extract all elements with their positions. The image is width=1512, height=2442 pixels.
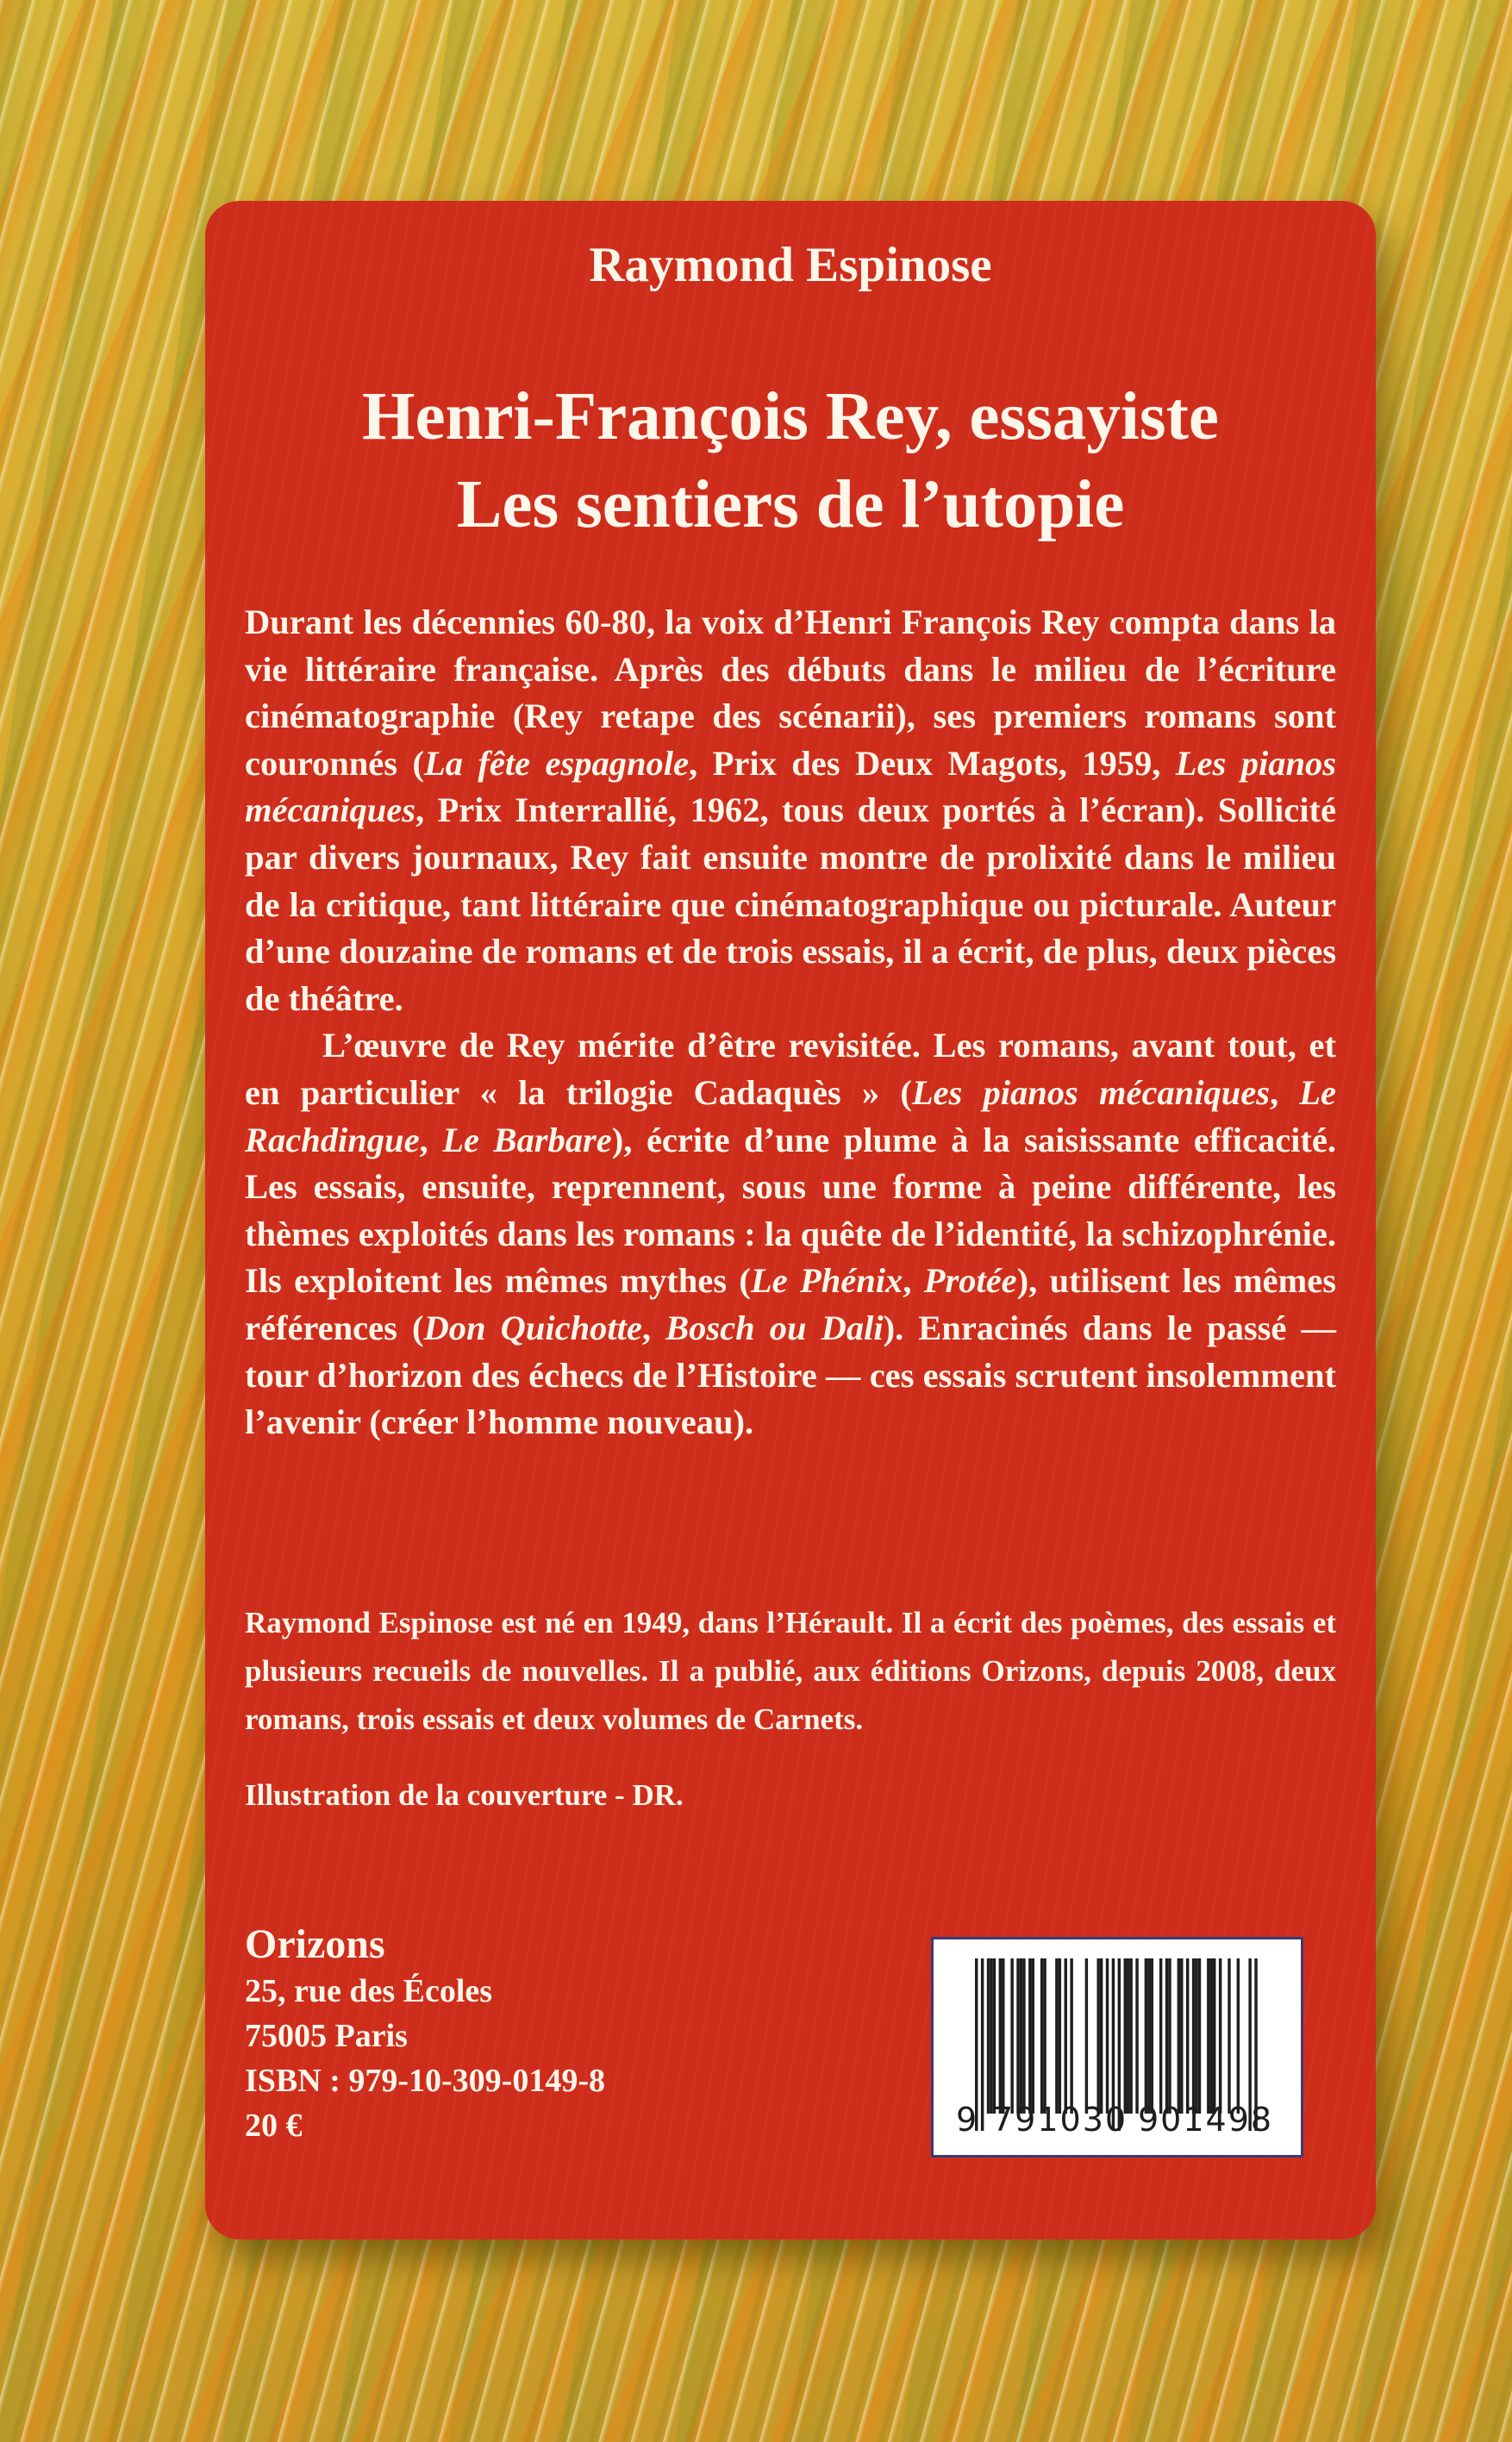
blurb	[245, 599, 1336, 1446]
title-line-1: Henri-François Rey, essayiste	[362, 379, 1219, 454]
subtitle-line-2: Les sentiers de l’utopie	[456, 467, 1125, 542]
isbn-barcode	[931, 1937, 1303, 2158]
price: 20 €	[245, 2108, 303, 2144]
publisher-block	[245, 1920, 605, 2148]
author-bio: Raymond Espinose est né en 1949, dans l’Hérault. Il a écrit des poèmes, des essais et plusieurs recueils de nouvelles. Il a publié, aux éditions Orizons, depuis 2008, deux romans, trois essais et deux volumes de Carnets.	[245, 1606, 1336, 1736]
illustration-credit: Illustration de la couverture - DR.	[245, 1778, 684, 1812]
barcode-left-group: 791030	[992, 2101, 1128, 2139]
barcode-first-digit: 9	[956, 2101, 978, 2139]
publisher-address: 25, rue des Écoles	[245, 1973, 493, 2009]
barcode-right-group: 901498	[1138, 2101, 1274, 2139]
author-name: Raymond Espinose	[589, 238, 992, 292]
publisher-name: Orizons	[245, 1921, 385, 1967]
book-title	[205, 373, 1376, 549]
blurb-paragraph-2: L’œuvre de Rey mérite d’être revisitée. Les romans, avant tout, et en particulier « la trilogie Cadaquès » (Les pianos mécaniques, Le Rachdingue, Le Barbare), écrite d’une plume à la saisissante efficacité. Les essais, ensuite, reprennent, sous une forme à peine différente, les thèmes exploités dans les romans : la quête de l’identité, la schizophrénie. Ils exploitent les mêmes mythes (Le Phénix, Protée), utilisent les mêmes références (Don Quichotte, Bosch ou Dali). Enracinés dans le passé — tour d’horizon des échecs de l’Histoire — ces essais scrutent insolemment l’avenir (créer l’homme nouveau).	[245, 1026, 1337, 1442]
publisher-city: 75005 Paris	[245, 2018, 408, 2054]
barcode-icon	[934, 1939, 1301, 2155]
back-cover-panel	[205, 201, 1376, 2239]
isbn: ISBN : 979-10-309-0149-8	[245, 2063, 605, 2099]
blurb-paragraph-1: Durant les décennies 60-80, la voix d’Henri François Rey compta dans la vie littéraire française. Après des débuts dans le milieu de l’écriture cinématographie (Rey retape des scénarii), ses premiers romans sont couronnés (La fête espagnole, Prix des Deux Magots, 1959, Les pianos mécaniques, Prix Interrallié, 1962, tous deux portés à l’écran). Sollicité par divers journaux, Rey fait ensuite montre de prolixité dans le milieu de la critique, tant littéraire que cinématographique ou picturale. Auteur d’une douzaine de romans et de trois essais, il a écrit, de plus, deux pièces de théâtre.	[245, 603, 1336, 1018]
